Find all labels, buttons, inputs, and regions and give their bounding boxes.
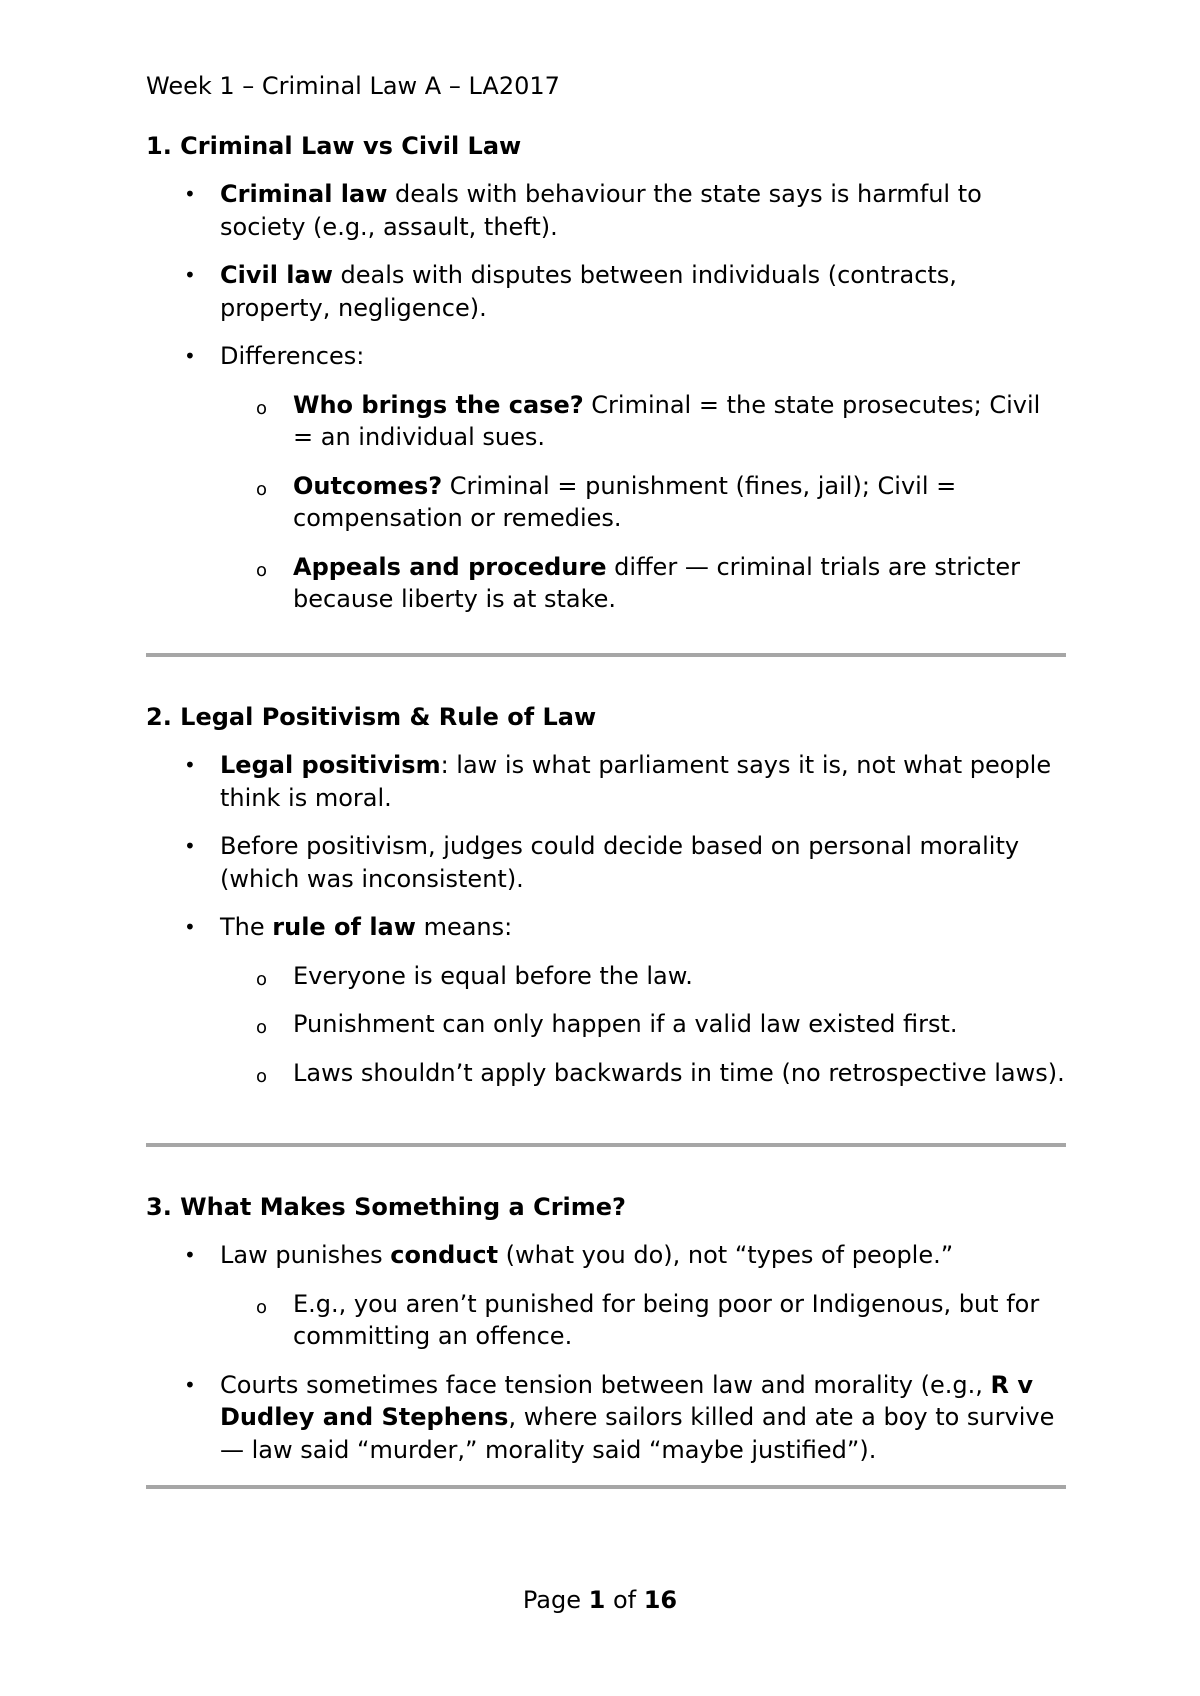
sub-bullet-icon: o [256, 1017, 268, 1038]
section-divider [146, 653, 1066, 657]
footer-label: of [605, 1586, 644, 1614]
list-item [146, 1369, 1066, 1467]
list-item [146, 830, 1066, 895]
sub-bullet-icon: o [256, 968, 268, 990]
item-text: Before positivism, judges could decide based on personal morality (which was inconsistent). [220, 832, 1020, 893]
section-divider [146, 1143, 1066, 1147]
item-text: deals with behaviour the state says is harmful to society (e.g., assault, theft). [220, 180, 982, 241]
item-text: means: [415, 913, 513, 941]
bold-term: Criminal law [220, 180, 388, 208]
item-text: differ — criminal trials are stricter because liberty is at stake. [293, 552, 1021, 613]
list-item [146, 259, 1066, 324]
page-total: 16 [643, 1586, 678, 1614]
running-header: Week 1 – Criminal Law A – LA2017 [146, 72, 560, 100]
sub-list-item [146, 551, 1066, 616]
bold-term: Appeals and procedure [293, 552, 607, 581]
item-text: Everyone is equal before the law. [293, 961, 693, 990]
sub-list-item [146, 1057, 1066, 1090]
item-text: : law is what parliament says it is, not what people think is moral. [220, 751, 1052, 812]
sub-bullet-icon: o [256, 478, 268, 500]
sub-list-item [146, 1008, 1066, 1041]
bold-term: R v Dudley and Stephens [220, 1370, 1033, 1431]
item-text: , where sailors killed and ate a boy to survive — law said “murder,” morality said “maybe justified”). [220, 1403, 1055, 1464]
section-title: 1. Criminal Law vs Civil Law [146, 132, 522, 160]
sub-list-item [146, 960, 1066, 993]
bold-term: Legal positivism [220, 751, 441, 779]
item-text: The [220, 913, 273, 941]
bold-term: Who brings the case? [293, 390, 584, 419]
section-criminal-vs-civil [146, 130, 1066, 616]
sub-bullet-icon: o [256, 397, 268, 419]
item-text: Laws shouldn’t apply backwards in time (no retrospective laws). [293, 1058, 1065, 1087]
bullet-list [146, 749, 1066, 1089]
sub-bullet-icon: o [256, 559, 268, 581]
item-text: Differences: [220, 342, 365, 370]
item-text: Punishment can only happen if a valid law existed first. [293, 1010, 958, 1038]
bullet-list [146, 178, 1066, 616]
sub-list-item [146, 470, 1066, 535]
footer-label: Page [522, 1586, 589, 1614]
section-positivism [146, 701, 1066, 1089]
bold-term: conduct [390, 1241, 499, 1269]
page-number: 1 [588, 1586, 606, 1614]
sub-bullet-icon: o [256, 1296, 268, 1318]
item-text: deals with disputes between individuals (contracts, property, negligence). [220, 261, 957, 322]
item-text: E.g., you aren’t punished for being poor or Indigenous, but for committing an offence. [293, 1289, 1040, 1350]
item-text: Criminal = the state prosecutes; Civil = an individual sues. [293, 390, 1041, 451]
section-title: 3. What Makes Something a Crime? [146, 1193, 626, 1221]
list-item [146, 340, 1066, 373]
section-title: 2. Legal Positivism & Rule of Law [146, 703, 597, 731]
bullet-icon: • [184, 263, 196, 287]
list-item [146, 911, 1066, 944]
bullet-icon: • [184, 753, 196, 777]
bullet-icon: • [184, 834, 196, 858]
list-item [146, 749, 1066, 814]
bold-term: Civil law [220, 261, 333, 289]
section-divider [146, 1485, 1066, 1489]
list-item [146, 178, 1066, 243]
bullet-icon: • [184, 344, 196, 368]
bullet-icon: • [184, 182, 196, 206]
bullet-icon: • [184, 1243, 196, 1267]
bold-term: Outcomes? [293, 471, 443, 500]
section-what-is-crime [146, 1191, 1066, 1466]
item-text: Law punishes [220, 1241, 391, 1269]
item-text: Criminal = punishment (fines, jail); Civil = compensation or remedies. [293, 471, 957, 532]
item-text: Courts sometimes face tension between law and morality (e.g., [220, 1370, 991, 1399]
page-footer [0, 1584, 1200, 1616]
sub-list-item [146, 389, 1066, 454]
sub-list-item [146, 1288, 1066, 1353]
sub-bullet-icon: o [256, 1065, 268, 1087]
bullet-list [146, 1239, 1066, 1466]
bold-term: rule of law [272, 913, 416, 941]
list-item [146, 1239, 1066, 1272]
item-text: (what you do), not “types of people.” [498, 1241, 954, 1269]
bullet-icon: • [184, 915, 196, 939]
bullet-icon: • [184, 1372, 196, 1397]
